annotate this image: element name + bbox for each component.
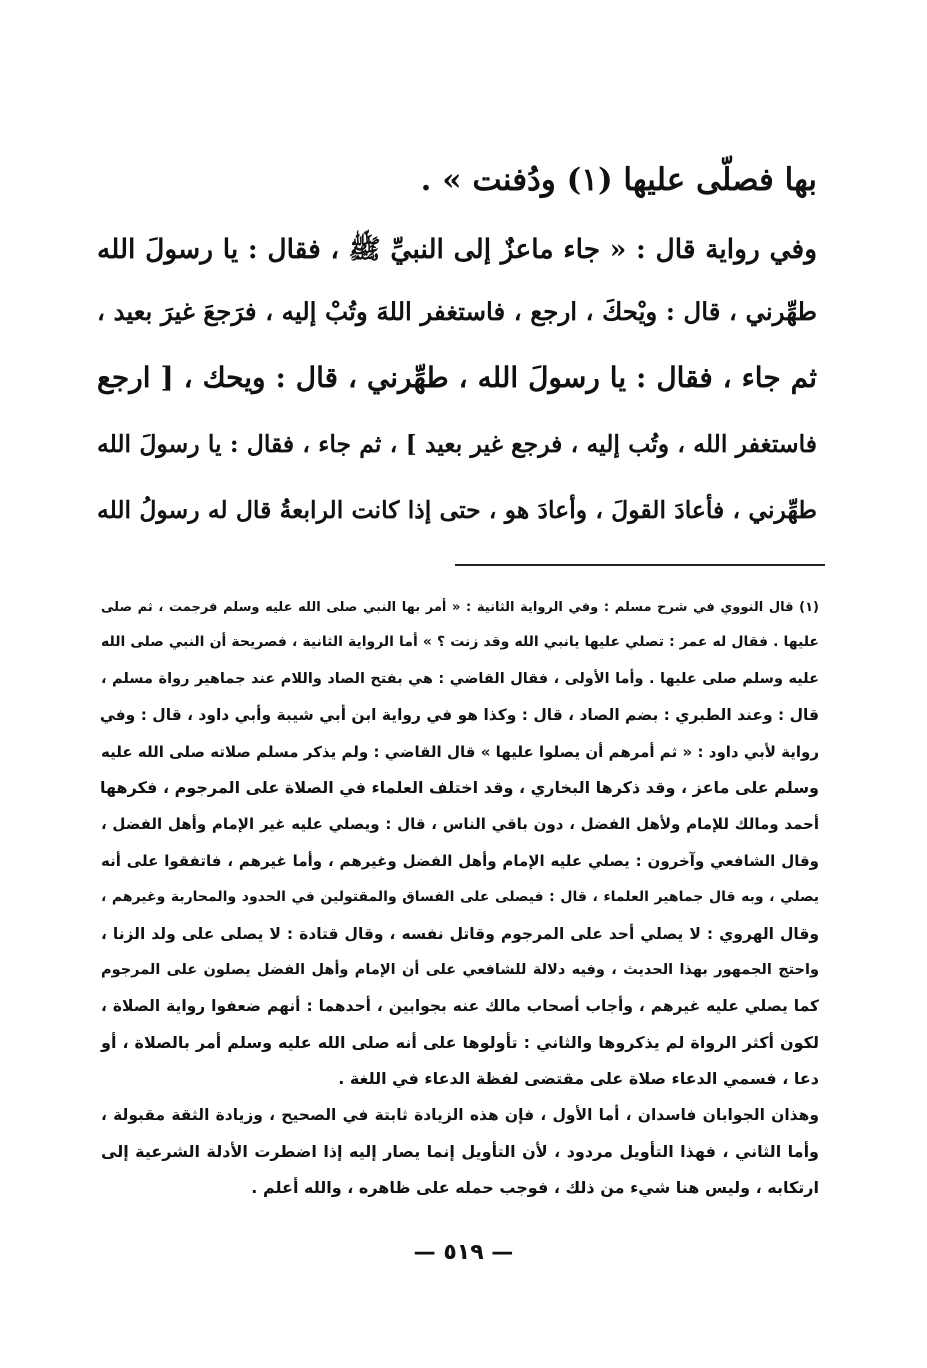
footnote-line: قال : وعند الطبري : بضم الصاد ، قال : وكذا هو في رواية ابن أبي شيبة وأبي داود ، قال : وفي — [99, 706, 819, 724]
footnote-line: ارتكابه ، وليس هنا شيء من ذلك ، فوجب حمله على ظاهره ، والله أعلم . — [251, 1178, 819, 1197]
footnote-line: وقال الهروي : لا يصلي أحد على المرجوم وقاتل نفسه ، وقال قتادة : لا يصلى على ولد الزنا ، — [101, 925, 819, 943]
footnote-line: كما يصلي عليه غيرهم ، وأجاب أصحاب مالك عنه بجوابين ، أحدهما : أنهم ضعفوا رواية الصلاة ، — [101, 997, 819, 1015]
main-text-line: طهِّرني ، قال : ويْحكَ ، ارجع ، فاستغفر اللهَ وتُبْ إليه ، فرَجعَ غيرَ بعيد ، — [97, 297, 817, 326]
page-number: — ٥١٩ — — [413, 1240, 514, 1265]
footnote-line: وهذان الجوابان فاسدان ، أما الأول ، فإن هذه الزيادة ثابتة في الصحيح ، وزيادة الثقة مقبولة ، — [101, 1106, 819, 1124]
footnote-line: وأما الثاني ، فهذا التأويل مردود ، لأن التأويل إنما يصار إليه إذا اضطرت الأدلة الشرعية إلى — [101, 1142, 819, 1161]
footnote-line: رواية لأبي داود : « ثم أمرهم أن يصلوا عليها » قال القاضي : ولم يذكر مسلم صلاته صلى الله عليه — [101, 743, 819, 761]
footnote-line: لكون أكثر الرواة لم يذكروها والثاني : تأولوها على أنه صلى الله عليه وسلم أمر بالصلاة ، أو — [101, 1033, 819, 1052]
footnote-line: يصلي ، وبه قال جماهير العلماء ، قال : فيصلى على الفساق والمقتولين في الحدود والمحاربة وغيرهم ، — [101, 889, 819, 905]
main-text-line: بها فصلّى عليها (١) ودُفنت » . — [420, 162, 817, 198]
footnote-line: عليها . فقال له عمر : تصلي عليها يانبي الله وقد زنت ؟ » أما الرواية الثانية ، فصريحة أن النبي صلى الله — [101, 634, 819, 650]
footnote-line: عليه وسلم صلى عليها . وأما الأولى ، فقال القاضي : هي بفتح الصاد واللام عند جماهير رواة مسلم ، — [101, 671, 819, 687]
footnote-line: وقال الشافعي وآخرون : يصلي عليه الإمام وأهل الفضل وغيرهم ، وأما غيرهم ، فاتفقوا على أنه — [101, 852, 819, 870]
main-text-line: طهِّرني ، فأعادَ القولَ ، وأعادَ هو ، حتى إذا كانت الرابعةُ قال له رسولُ الله — [97, 496, 817, 524]
footnote-separator — [455, 564, 825, 566]
footnote-line: أحمد ومالك للإمام ولأهل الفضل ، دون باقي الناس ، قال : ويصلي عليه غير الإمام وأهل الفضل ، — [101, 815, 819, 833]
footnote-line: دعا ، فسمي الدعاء صلاة على مقتضى لفظة الدعاء في اللغة . — [338, 1069, 819, 1088]
footnote-line: (١) قال النووي في شرح مسلم : وفي الرواية الثانية : « أمر بها النبي صلى الله عليه وسلم فرجمت ، ثم صلى — [101, 600, 819, 615]
footnote-line: واحتج الجمهور بهذا الحديث ، وفيه دلالة للشافعي على أن الإمام وأهل الفضل يصلون على المرجوم — [101, 962, 819, 978]
main-text-line: فاستغفر الله ، وتُب إليه ، فرجع غير بعيد ] ، ثم جاء ، فقال : يا رسولَ الله — [97, 430, 817, 458]
main-text-line: وفي رواية قال : « جاء ماعزٌ إلى النبيِّ ﷺ ، فقال : يا رسولَ الله — [97, 234, 817, 265]
footnote-line: وسلم على ماعز ، وقد ذكرها البخاري ، وقد اختلف العلماء في الصلاة على المرجوم ، فكرهها — [99, 778, 819, 797]
main-text-line: ثم جاء ، فقال : يا رسولَ الله ، طهِّرني ، قال : ويحك ، [ ارجع — [97, 361, 817, 394]
